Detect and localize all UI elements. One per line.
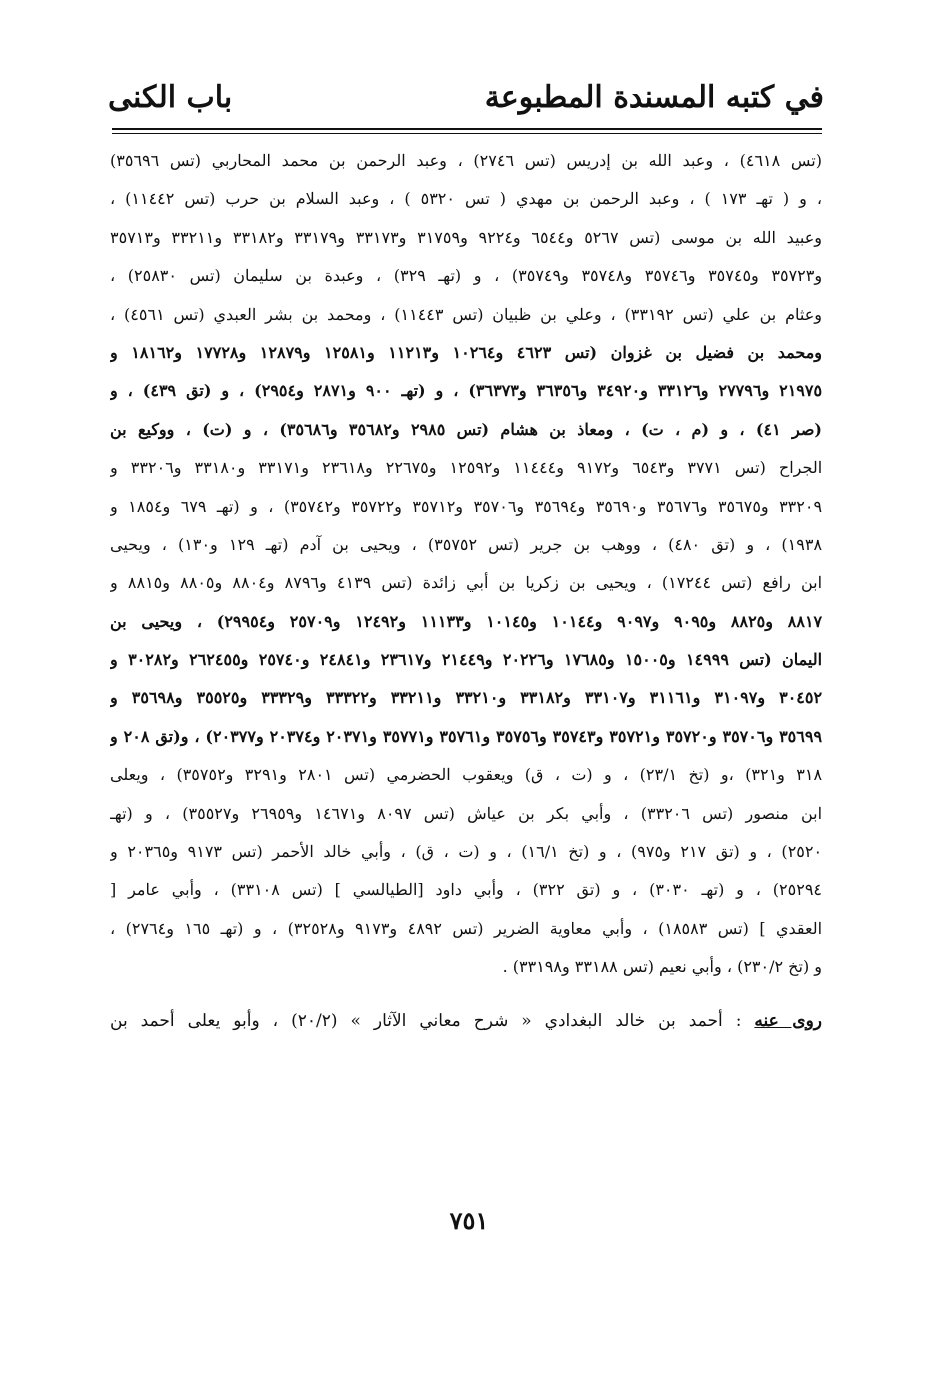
header-rule [112, 128, 822, 130]
running-header [108, 76, 824, 126]
body-line: ١٩٣٨) ، و (تق ٤٨٠) ، ووهب بن جرير (تس ٣٥٧٥٢) ، ويحيى بن آدم (تهـ ١٢٩ و١٣٠) ، ويحيى [110, 534, 822, 554]
body-line: ، و ( تهـ ١٧٣ ) ، وعبد الرحمن بن مهدي ( تس ٥٣٢٠ ) ، وعبد السلام بن حرب (تس ١١٤٤٢) ، [110, 189, 822, 209]
riwa-text: : أحمد بن خالد البغدادي « شرح معاني الآثار » (٢٠/٢) ، وأبو يعلى أحمد بن [110, 1010, 755, 1031]
body-line: ٢١٩٧٥ و٢٧٧٩٦ و٣٣١٢٦ و٣٤٩٢٠ و٣٦٣٥٦ و٣٦٣٧٣) ، و (تهـ ٩٠٠ و٢٨٧١ و٢٩٥٤) ، و (تق ٤٣٩) ، و [110, 381, 822, 401]
header-rule-thin [112, 133, 822, 134]
body-line: وعبيد الله بن موسى (تس ٥٢٦٧ و٦٥٤٤ و٩٢٢٤ و٣١٧٥٩ و٣٣١٧٣ و٣٣١٧٩ و٣٣١٨٢ و٣٣٢١١ و٣٥٧١٣ [110, 227, 822, 247]
body-line: ٣١٨ و٣٢١) ،و (تخ ٢٣/١) ، و (ت ، ق) ويعقوب الحضرمي (تس ٢٨٠١ و٣٢٩١ و٣٥٧٥٢) ، ويعلى [110, 765, 822, 785]
body-line: و٣٥٧٢٣ و٣٥٧٤٥ و٣٥٧٤٦ و٣٥٧٤٨ و٣٥٧٤٩) ، و (تهـ ٣٢٩) ، وعبدة بن سليمان (تس ٢٥٨٣٠) ، [110, 266, 822, 286]
body-line: العقدي ] (تس ١٨٥٨٣) ، وأبي معاوية الضرير (تس ٤٨٩٢ و٩١٧٣ و٣٢٥٢٨) ، و (تهـ ١٦٥ و٢٧٦٤) ، [110, 918, 822, 938]
body-line: (تس ٤٦١٨) ، وعبد الله بن إدريس (تس ٢٧٤٦) ، وعبد الرحمن بن محمد المحاربي (تس ٣٥٦٩٦) [110, 151, 822, 170]
section-title: باب الكنى [108, 80, 233, 115]
body-line: ابن رافع (تس ١٧٢٤٤) ، ويحيى بن زكريا بن أبي زائدة (تس ٤١٣٩ و٨٧٩٦ و٨٨٠٤ و٨٨٠٥ و٨٨١٥ و [110, 573, 822, 593]
body-line: (صر ٤١) ، و (م ، ت) ، ومعاذ بن هشام (تس ٢٩٨٥ و٣٥٦٨٢ و٣٥٦٨٦) ، و (ت) ، ووكيع بن [110, 419, 822, 439]
riwa-heading: روى عنه [754, 1010, 822, 1031]
riwa-paragraph [110, 1001, 822, 1041]
page-number: ٧٥١ [449, 1206, 489, 1235]
body-text [110, 142, 822, 1041]
body-line: وعثام بن علي (تس ٣٣١٩٢) ، وعلي بن ظبيان (تس ١١٤٤٣) ، ومحمد بن بشر العبدي (تس ٤٥٦١) ، [110, 304, 822, 324]
body-line: و (تخ ٢٣٠/٢) ، وأبي نعيم (تس ٣٣١٨٨ و٣٣١٩٨) . [502, 957, 822, 977]
body-line: اليمان (تس ١٤٩٩٩ و١٥٠٠٥ و١٧٦٨٥ و٢٠٢٢٦ و٢١٤٤٩ و٢٣٦١٧ و٢٤٨٤١ و٢٥٧٤٠ و٢٦٢٤٥٥ و٣٠٢٨٢ و [110, 650, 822, 670]
body-line: ٢٥٢٠) ، و (تق ٢١٧ و٩٧٥) ، و (تخ ١٦/١) ، و (ت ، ق) ، وأبي خالد الأحمر (تس ٩١٧٣ و٢٠٣٦٥ و [110, 842, 822, 862]
body-line: ٣٣٢٠٩ و٣٥٦٧٥ و٣٥٦٧٦ و٣٥٦٩٠ و٣٥٦٩٤ و٣٥٧٠٦ و٣٥٧١٢ و٣٥٧٢٢ و٣٥٧٤٢) ، و (تهـ ٦٧٩ و١٨٥٤ و [110, 496, 822, 516]
body-line: ٣٠٤٥٢ و٣١٠٩٧ و٣١١٦١ و٣٣١٠٧ و٣٣١٨٢ و٣٣٢١٠ و٣٣٢١١ و٣٣٣٢٢ و٣٣٣٢٩ و٣٥٥٢٥ و٣٥٦٩٨ و [110, 688, 822, 708]
body-line: ٢٥٢٩٤) ، و (تهـ ٣٠٣٠) ، و (تق ٣٢٢) ، وأبي داود [الطيالسي ] (تس ٣٣١٠٨) ، وأبي عامر [ [110, 880, 822, 900]
book-title: في كتبه المسندة المطبوعة [484, 80, 824, 115]
body-line: الجراح (تس ٣٧٧١ و٦٥٤٣ و٩١٧٢ و١١٤٤٤ و١٢٥٩٢ و٢٢٦٧٥ و٢٣٦١٨ و٣٣١٧١ و٣٣١٨٠ و٣٣٢٠٦ و [110, 458, 822, 478]
body-line: ومحمد بن فضيل بن غزوان (تس ٤٦٢٣ و١٠٢٦٤ و١١٢١٣ و١٢٥٨١ و١٢٨٧٩ و١٧٧٢٨ و١٨١٦٢ و [110, 342, 822, 362]
body-line: ابن منصور (تس ٣٣٢٠٦) ، وأبي بكر بن عياش (تس ٨٠٩٧ و١٤٦٧١ و٢٦٩٥٩ و٣٥٥٢٧) ، و (تهـ [110, 803, 822, 823]
body-line: ٣٥٦٩٩ و٣٥٧٠٦ و٣٥٧٢٠ و٣٥٧٢١ و٣٥٧٤٣ و٣٥٧٥٦ و٣٥٧٦١ و٣٥٧٧١ و٢٠٣٧١ و٢٠٣٧٤ و٢٠٣٧٧) ، و(تق ٢٠٨ و [110, 726, 822, 746]
body-line: ٨٨١٧ و٨٨٢٥ و٩٠٩٥ و٩٠٩٧ و١٠١٤٤ و١٠١٤٥ و١١١٣٣ و١٢٤٩٢ و٢٥٧٠٩ و٢٩٩٥٤) ، ويحيى بن [110, 611, 822, 631]
